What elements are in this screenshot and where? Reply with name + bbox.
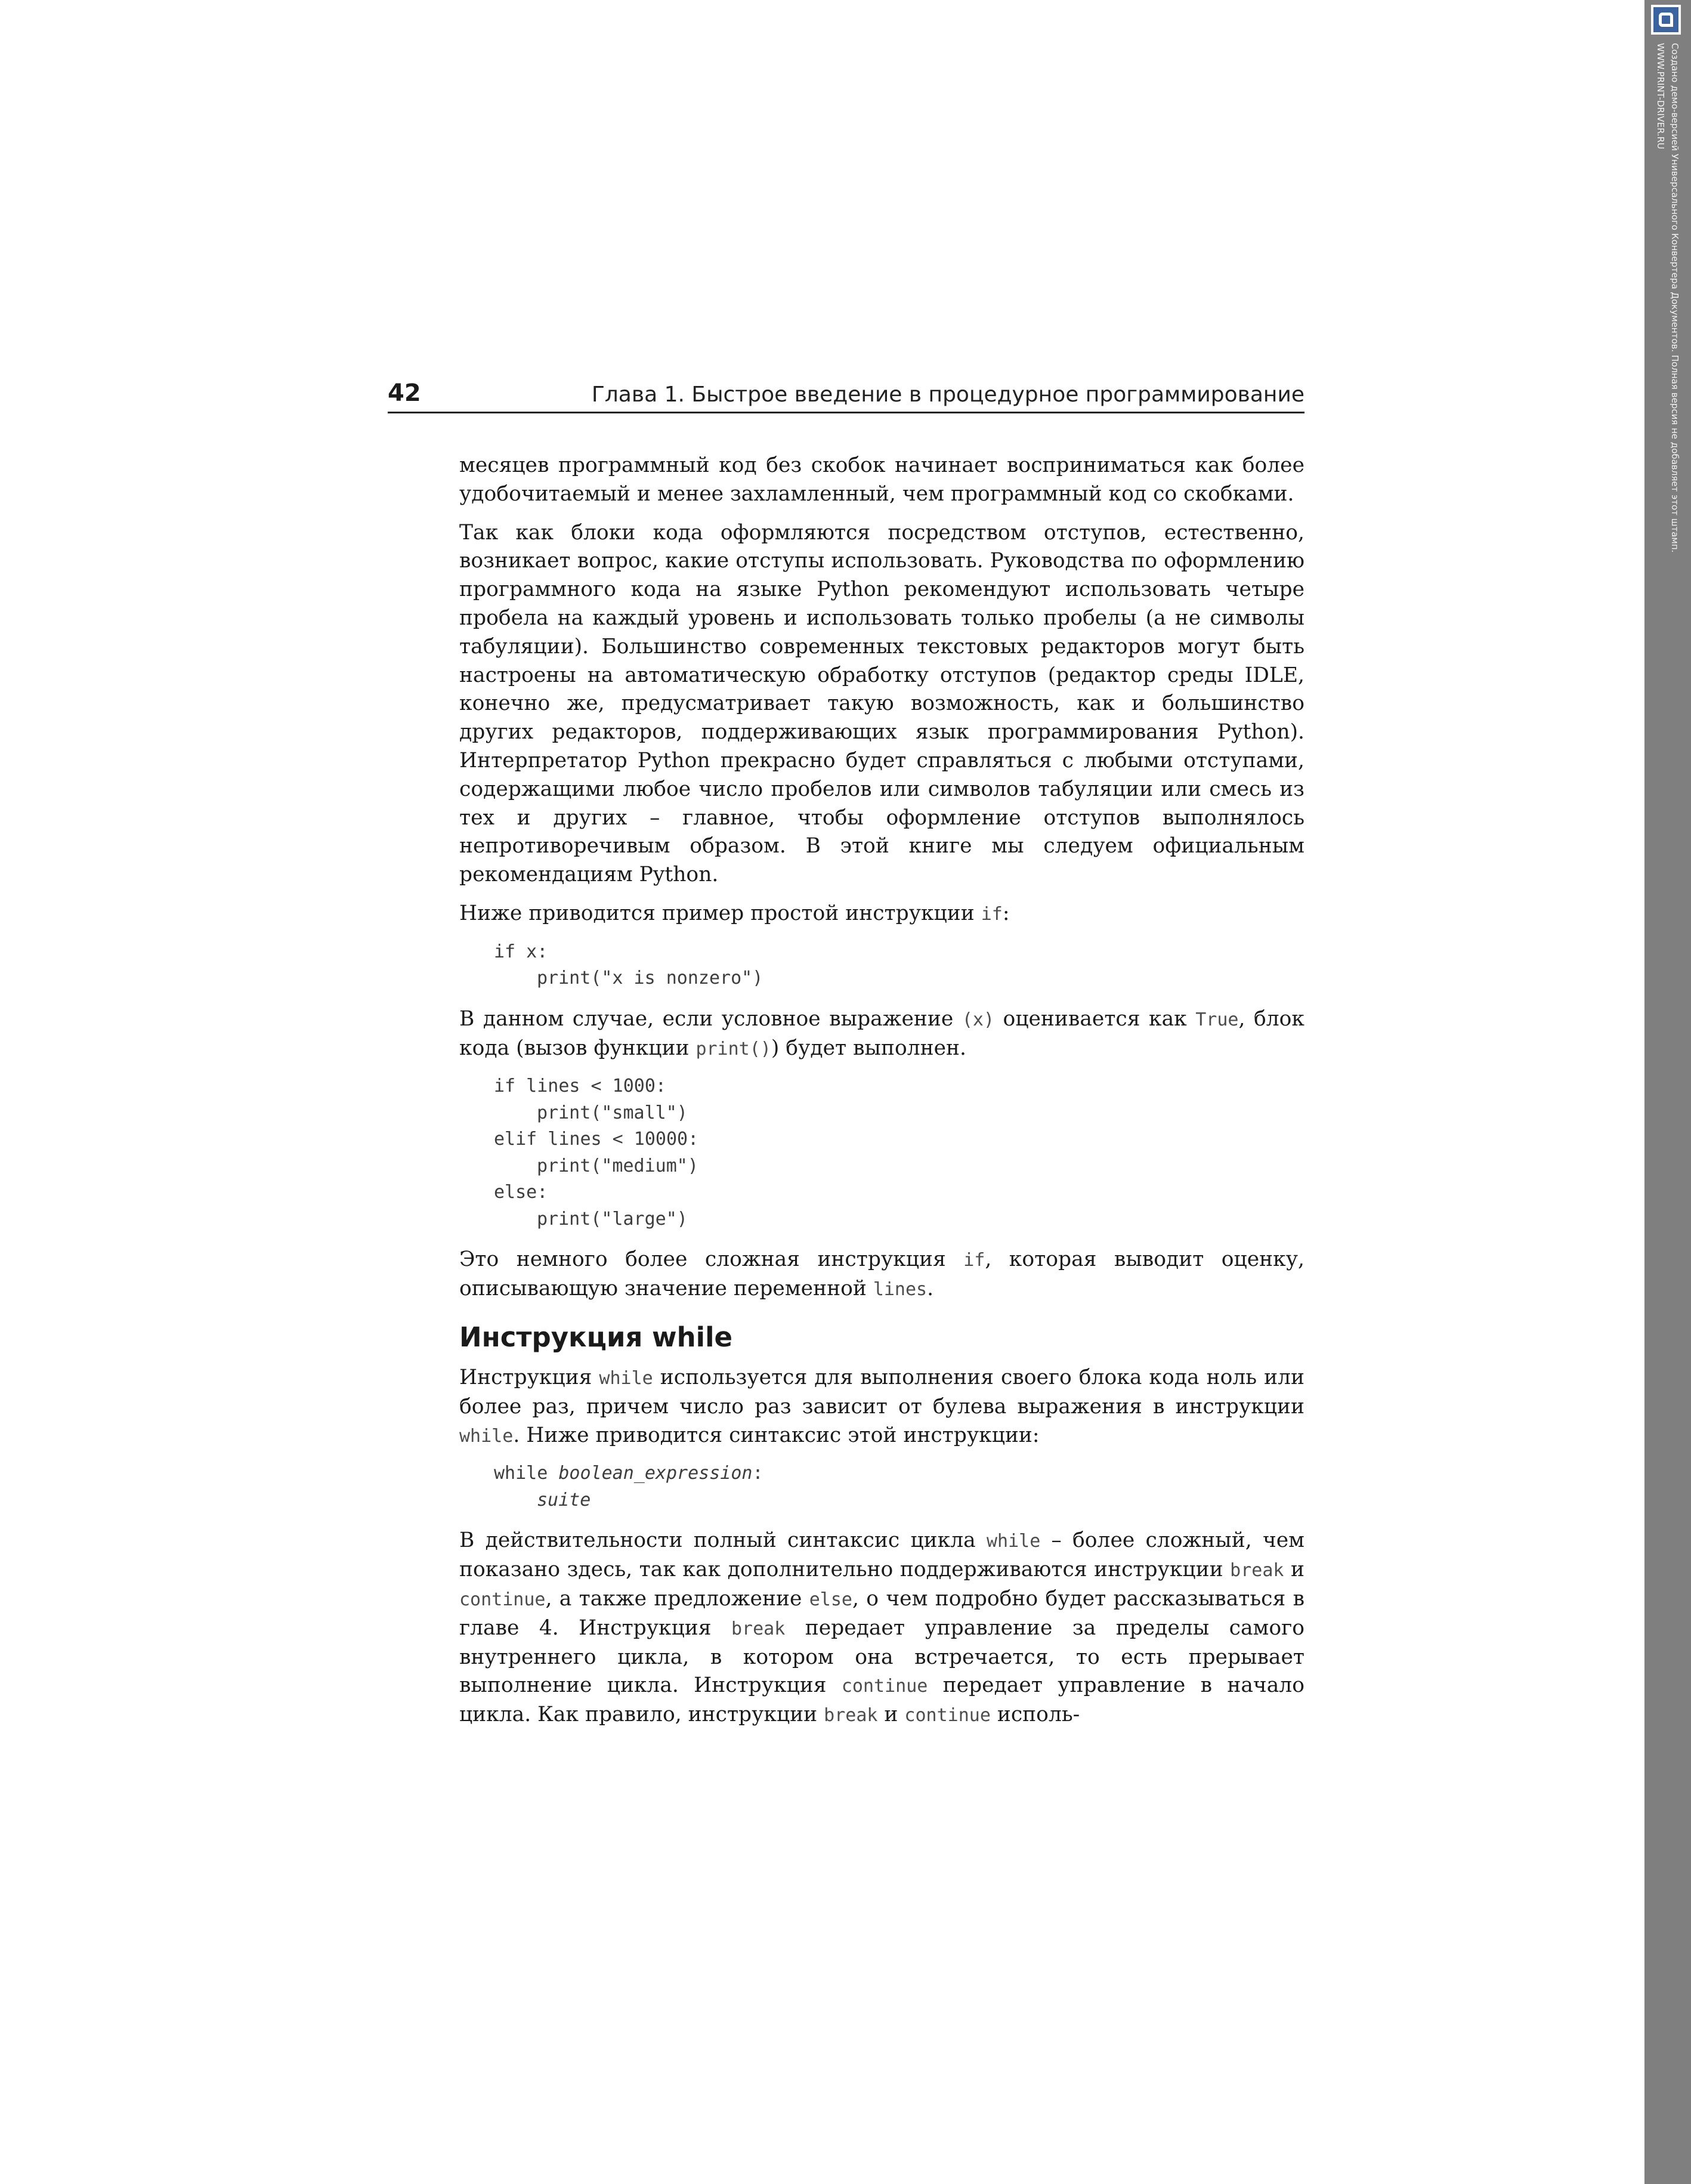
text: передает управление в начало цикла. Как правило, инструкции — [459, 1673, 1304, 1727]
text: . Ниже приводится синтаксис этой инструкции: — [513, 1423, 1040, 1447]
code-colon: : — [752, 1463, 763, 1484]
inline-code: while — [986, 1531, 1041, 1552]
inline-code: else — [809, 1589, 852, 1610]
page-number: 42 — [388, 379, 421, 407]
text: и — [877, 1703, 905, 1727]
code-line: elif lines < 10000: — [494, 1129, 699, 1150]
code-block-elif — [494, 1073, 1304, 1232]
text: ) будет выполнен. — [771, 1036, 967, 1060]
text: Ниже приводится пример простой инструкции — [459, 901, 981, 925]
code-line: print("small") — [537, 1102, 688, 1123]
paragraph-4 — [459, 1005, 1304, 1064]
text: , блок кода (вызов функции — [459, 1006, 1304, 1060]
code-line: print("medium") — [537, 1155, 698, 1176]
inline-code: continue — [459, 1589, 546, 1610]
text: передает управление за пределы самого внутреннего цикла, в котором она встречается, то есть прерывает выполнение цикла. Инструкция — [459, 1615, 1304, 1698]
text: Инструкция — [459, 1365, 599, 1389]
page-body — [459, 452, 1304, 1740]
text: и — [1284, 1558, 1305, 1582]
inline-code: while — [599, 1367, 653, 1389]
inline-code: True — [1195, 1009, 1239, 1030]
inline-code: if — [963, 1250, 985, 1271]
watermark-line-2: WWW.PRINT-DRIVER.RU — [1655, 43, 1666, 150]
inline-code: while — [459, 1425, 514, 1447]
code-line: if x: — [494, 941, 548, 962]
code-block-while-syntax — [494, 1460, 1304, 1513]
code-line: else: — [494, 1182, 548, 1203]
text: , которая выводит оценку, описывающую значение переменной — [459, 1247, 1304, 1301]
text: исполь- — [990, 1703, 1080, 1727]
text: , о чем подробно будет рассказываться в главе 4. Инструкция — [459, 1586, 1304, 1640]
paragraph-3 — [459, 900, 1304, 929]
text: используется для выполнения своего блока кода ноль или более раз, причем число раз зависит от булева выражения в инструкции — [459, 1365, 1304, 1419]
paragraph-7 — [459, 1527, 1304, 1730]
paragraph-6 — [459, 1364, 1304, 1450]
code-placeholder: boolean_expression — [558, 1463, 753, 1484]
converter-logo-icon — [1651, 5, 1681, 35]
text: В данном случае, если условное выражение — [459, 1006, 962, 1031]
text: Это немного более сложная инструкция — [459, 1247, 964, 1272]
code-line — [494, 1487, 1304, 1514]
inline-code: (x) — [962, 1009, 995, 1030]
paragraph-1: месяцев программный код без скобок начинает восприниматься как более удобочитаемый и менее захламленный, чем программный код со скобками. — [459, 453, 1304, 506]
code-line — [494, 1460, 1304, 1487]
running-header — [388, 375, 1304, 413]
code-line: print("x is nonzero") — [537, 968, 763, 989]
watermark-line-1: Создано демо-версией Универсального Конвертера Документов. Полная версия не добавляет этот штамп. — [1670, 43, 1680, 553]
text: оценивается как — [994, 1006, 1196, 1031]
code-placeholder: suite — [537, 1489, 591, 1510]
inline-code: break — [1230, 1560, 1284, 1581]
code-line: if lines < 1000: — [494, 1076, 666, 1097]
text: – более сложный, чем показано здесь, так как дополнительно поддерживаются инструкции — [459, 1528, 1304, 1582]
inline-code: print() — [695, 1038, 771, 1059]
code-keyword: while — [494, 1463, 559, 1484]
inline-code: lines — [873, 1279, 928, 1300]
code-block-if — [494, 939, 1304, 992]
section-heading: Инструкция while — [459, 1321, 733, 1353]
paragraph-2: Так как блоки кода оформляются посредством отступов, естественно, возникает вопрос, какие отступы использовать. Руководства по оформлению программного кода на языке Python рекомендуют использовать четыре пробела на каждый уровень и использовать только пробелы (а не символы табуляции). Большинство современных текстовых редакторов могут быть настроены на автоматическую обработку отступов (редактор среды IDLE, конечно же, предусматривает такую возможность, как и большинство других редакторов, поддерживающих язык программирования Python). Интерпретатор Python прекрасно будет справляться с любыми отступами, содержащими любое число пробелов или символов табуляции или смесь из тех и других – главное, чтобы оформление отступов выполнялось непротиворечивым образом. В этой книге мы следуем официальным рекомендациям Python. — [459, 520, 1304, 887]
code-line: print("large") — [537, 1208, 688, 1230]
text: В действительности полный синтаксис цикла — [459, 1528, 987, 1553]
text: . — [927, 1277, 934, 1301]
inline-code: if — [981, 903, 1003, 925]
inline-code: break — [731, 1618, 786, 1639]
chapter-title: Глава 1. Быстрое введение в процедурное программирование — [591, 382, 1304, 407]
paragraph-5 — [459, 1246, 1304, 1304]
inline-code: continue — [904, 1705, 991, 1726]
inline-code: break — [824, 1705, 878, 1726]
text: , а также предложение — [545, 1586, 809, 1611]
watermark-text — [1653, 43, 1682, 552]
inline-code: continue — [841, 1676, 928, 1697]
text: : — [1002, 901, 1010, 925]
